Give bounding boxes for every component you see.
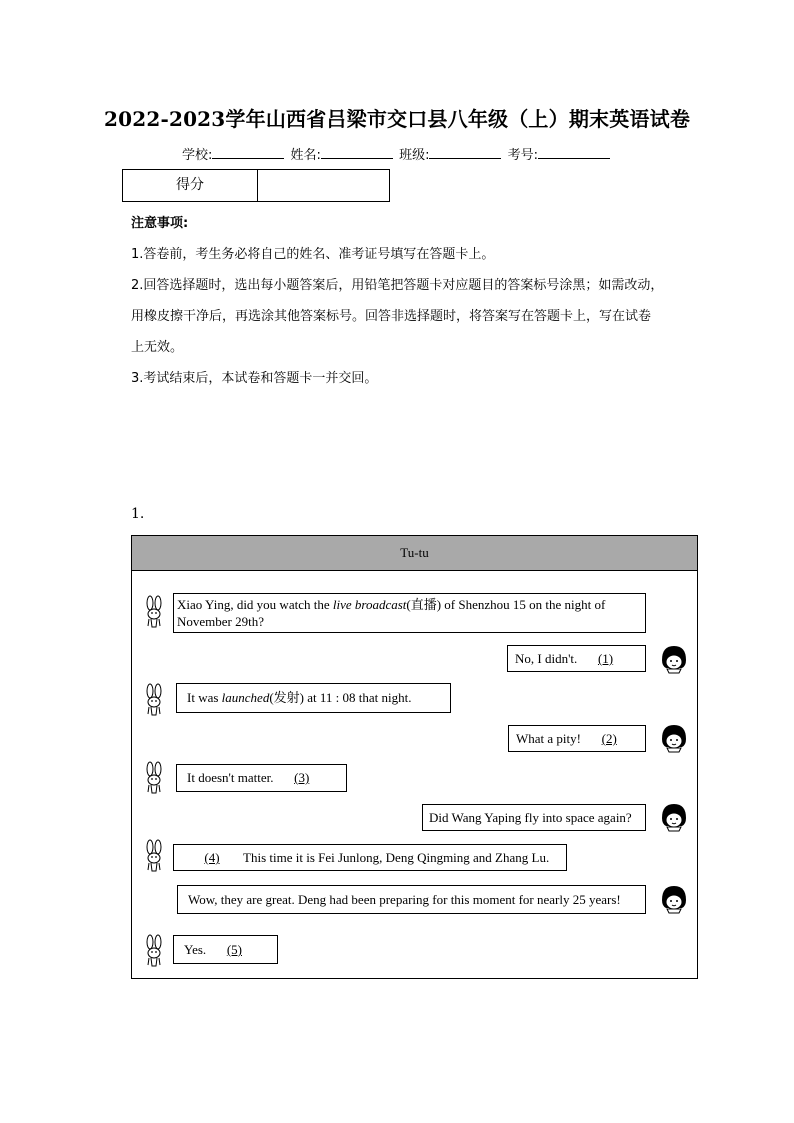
- student-info-line: [0, 144, 794, 163]
- girl-icon: [659, 884, 689, 914]
- dialog-panel: [131, 535, 698, 979]
- score-label: 得分: [123, 170, 258, 201]
- dialog-bubble-9: Yes. (5): [173, 935, 278, 964]
- notes-section: [131, 208, 701, 394]
- dialog-header: Tu-tu: [132, 536, 697, 571]
- class-blank: [429, 146, 501, 159]
- score-table: [122, 169, 390, 202]
- blank-4: (4): [204, 850, 220, 865]
- exam-no-label: 考号:: [507, 148, 538, 163]
- dialog-bubble-3: It was launched(发射) at 11 : 08 that night.: [176, 683, 451, 713]
- blank-3: (3): [294, 770, 310, 785]
- dialog-bubble-5: It doesn't matter. (3): [176, 764, 347, 792]
- note-line: 3.考试结束后，本试卷和答题卡一并交回。: [131, 371, 378, 386]
- exam-title: 2022-2023学年山西省吕梁市交口县八年级（上）期末英语试卷: [103, 107, 691, 131]
- name-blank: [321, 146, 393, 159]
- note-line: 用橡皮擦干净后，再选涂其他答案标号。回答非选择题时，将答案写在答题卡上，写在试卷: [131, 309, 652, 324]
- blank-1: (1): [597, 651, 614, 666]
- name-label: 姓名:: [290, 148, 321, 163]
- bunny-icon: [142, 761, 166, 795]
- girl-icon: [659, 723, 689, 753]
- dialog-bubble-8: Wow, they are great. Deng had been preparing for this moment for nearly 25 years!: [177, 885, 646, 914]
- dialog-bubble-6: Did Wang Yaping fly into space again?: [422, 804, 646, 831]
- bunny-icon: [142, 595, 166, 629]
- class-label: 班级:: [399, 148, 430, 163]
- bunny-icon: [142, 683, 166, 717]
- question-number: 1.: [131, 506, 145, 522]
- school-blank: [212, 146, 284, 159]
- bunny-icon: [142, 839, 166, 873]
- school-label: 学校:: [182, 148, 213, 163]
- dialog-bubble-2: No, I didn't. (1): [507, 645, 646, 672]
- girl-icon: [659, 802, 689, 832]
- blank-5: (5): [226, 942, 242, 957]
- score-cell: [258, 170, 389, 201]
- note-line: 1.答卷前，考生务必将自己的姓名、准考证号填写在答题卡上。: [131, 247, 495, 262]
- note-line: 2.回答选择题时，选出每小题答案后，用铅笔把答题卡对应题目的答案标号涂黑；如需改动，: [131, 278, 664, 293]
- dialog-bubble-1: Xiao Ying, did you watch the live broadcast(直播) of Shenzhou 15 on the night of November 29th?: [173, 593, 646, 633]
- dialog-bubble-4: What a pity! (2): [508, 725, 646, 752]
- dialog-bubble-7: (4) This time it is Fei Junlong, Deng Qingming and Zhang Lu.: [173, 844, 567, 871]
- notes-heading: 注意事项:: [131, 216, 189, 231]
- girl-icon: [659, 644, 689, 674]
- bunny-icon: [142, 934, 166, 968]
- blank-2: (2): [601, 731, 617, 746]
- note-line: 上无效。: [131, 340, 184, 355]
- exam-no-blank: [538, 146, 610, 159]
